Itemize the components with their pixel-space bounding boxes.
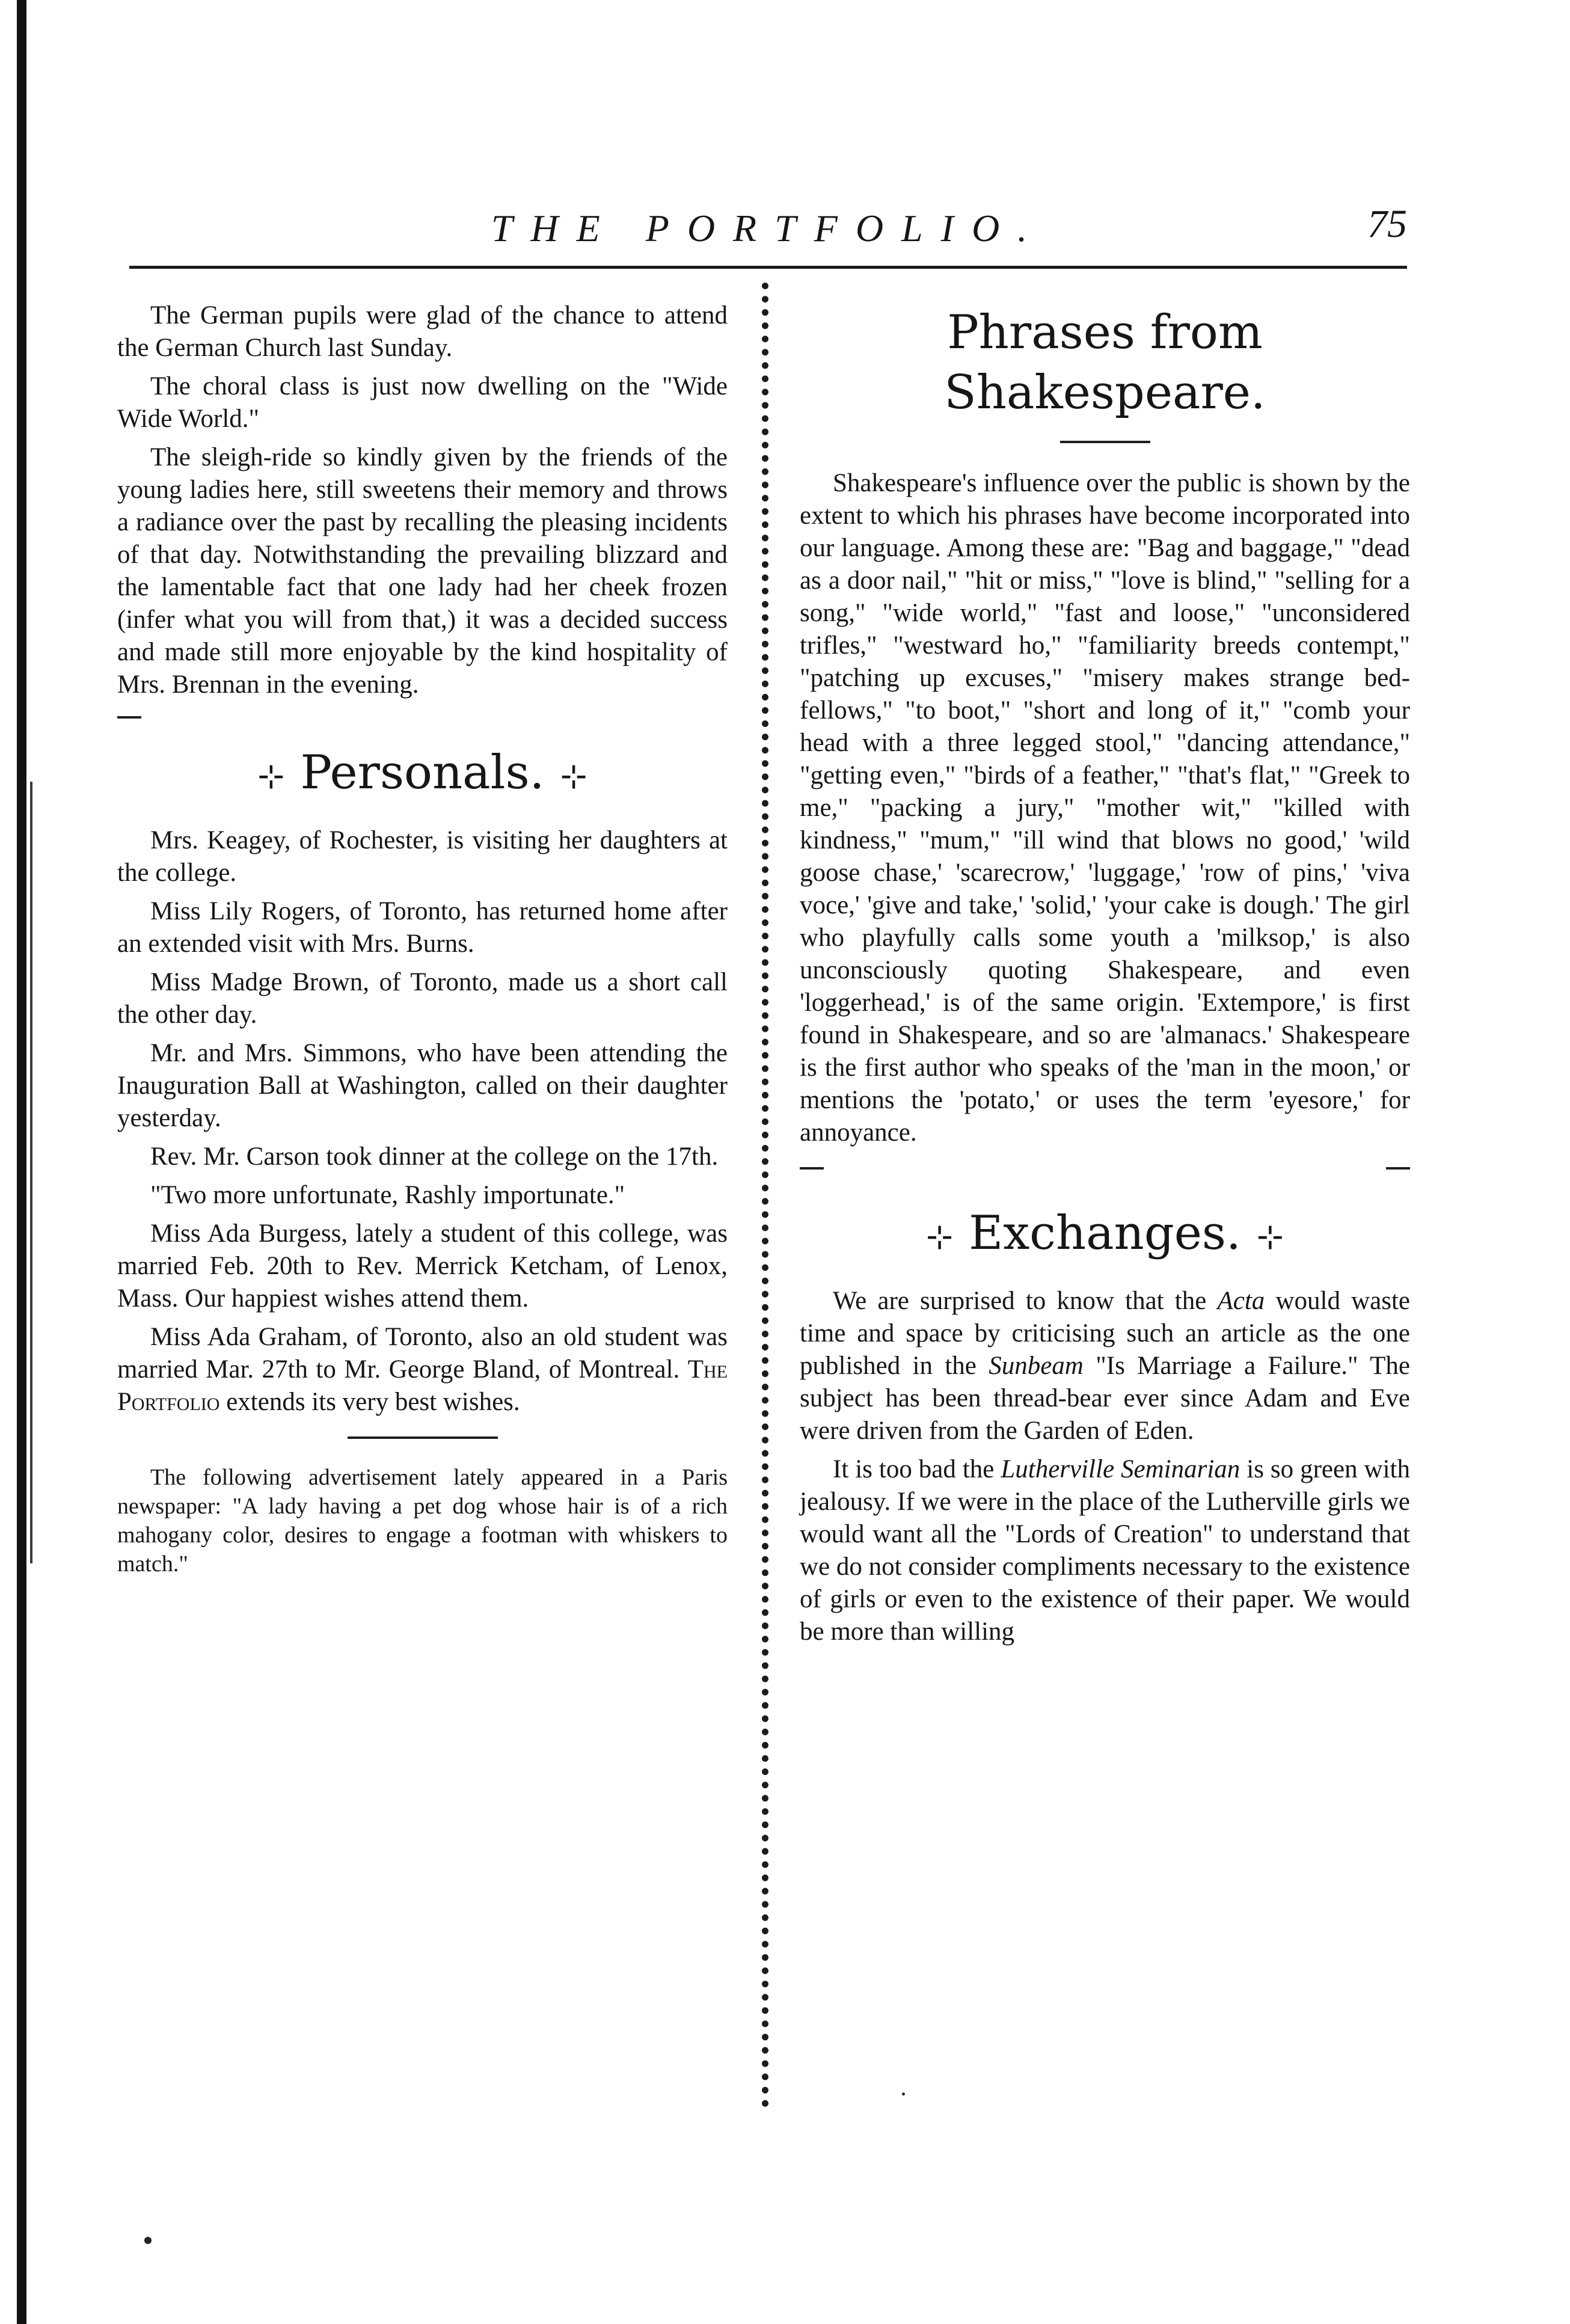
personal-item: "Two more unfortunate, Rashly importunate." (150, 1180, 625, 1209)
dash-pair (800, 1155, 1410, 1179)
running-head (129, 201, 1407, 268)
news-paragraph-choral-class: The choral class is just now dwelling on the "Wide Wide World." (117, 372, 728, 433)
ornament-icon: ⊹ (257, 756, 285, 795)
ornament-icon: ⊹ (926, 1217, 954, 1256)
short-dash (1386, 1167, 1410, 1170)
left-column (117, 299, 728, 1584)
exchange-text: would waste time and space by criticising such an article as the one published in the (800, 1286, 1410, 1380)
advertisement-paragraph: The following advertisement lately appeared in a Paris newspaper: "A lady having a pet dog whose hair is of a rich mahogany color, desires to engage a footman with whiskers to match." (117, 1464, 728, 1577)
personal-item-graham (117, 1321, 728, 1418)
heading-rule (1060, 441, 1150, 443)
short-dash (800, 1167, 824, 1170)
exchanges-heading (800, 1203, 1410, 1267)
exchange-paragraph-acta (800, 1285, 1410, 1447)
section-rule (348, 1436, 498, 1439)
publication-name: The Portfolio (117, 1355, 728, 1416)
publication-name: Sunbeam (989, 1351, 1084, 1380)
exchanges-heading-text: Exchanges. (969, 1206, 1241, 1260)
column-divider (762, 283, 768, 2108)
scan-speck (144, 2237, 152, 2244)
ornament-icon: ⊹ (560, 756, 587, 795)
publication-name: Lutherville Seminarian (1001, 1455, 1240, 1483)
personal-item: Mrs. Keagey, of Rochester, is visiting her daughters at the college. (117, 826, 728, 887)
shakespeare-heading: Phrases from Shakespeare. (944, 305, 1266, 420)
graham-text: Miss Ada Graham, of Toronto, also an old student was married Mar. 27th to Mr. George Bland, of Montreal. (117, 1322, 728, 1384)
exchange-text: It is too bad the (833, 1455, 995, 1483)
header-rule (129, 266, 1407, 269)
page-number: 75 (1367, 202, 1407, 246)
graham-tail: extends its very best wishes. (226, 1387, 520, 1416)
personal-item: Miss Madge Brown, of Toronto, made us a short call the other day. (117, 967, 728, 1029)
scan-speck (902, 2093, 905, 2096)
ornament-icon: ⊹ (1256, 1217, 1284, 1256)
scan-edge-shadow (17, 0, 26, 2324)
exchange-paragraph-lutherville (800, 1453, 1410, 1648)
shakespeare-paragraph: Shakespeare's influence over the public is shown by the extent to which his phrases have become incorporated into our language. Among these are: "Bag and baggage," "dead as a door nail," "hit or miss," "love is blind," "selling for a song," "wide world," "fast and loose," "unconsidered trifles," "westward ho," "familiarity breeds contempt," "patching up excuses," "misery makes strange bed-fellows," "to boot," "short and long of it," "comb your head with a three legged stool," "dancing attendance," "getting even," "birds of a feather," "that's flat," "Greek to me," "packing a jury," "mother wit," "killed with kindness," "mum," "ill wind that blows no good,' 'wild goose chase,' 'scarecrow,' 'luggage,' 'row of pins,' 'viva voce,' 'give and take,' 'solid,' 'your cake is dough.' The girl who playfully calls some youth a 'milksop,' is also unconsciously quoting Shakespeare, and even 'loggerhead,' is of the same origin. 'Extempore,' is first found in Shakespeare, and so are 'almanacs.' Shakespeare is the first author who speaks of the 'man in the moon,' or mentions the 'potato,' or uses the term 'eyesore,' for annoyance. (800, 469, 1410, 1147)
personal-item: Mr. and Mrs. Simmons, who have been attending the Inauguration Ball at Washington, called on their daughter yesterday. (117, 1038, 728, 1132)
news-paragraph-sleigh-ride: The sleigh-ride so kindly given by the friends of the young ladies here, still sweetens their memory and throws a radiance over the past by recalling the pleasing incidents of that day. Notwithstanding the prevailing blizzard and the lamentable fact that one lady had her cheek frozen (infer what you will from that,) it was a decided success and made still more enjoyable by the kind hospitality of Mrs. Brennan in the evening. (117, 443, 728, 699)
personals-heading-text: Personals. (300, 746, 545, 800)
running-title: THE PORTFOLIO. (491, 207, 1046, 250)
short-dash (117, 716, 141, 719)
personals-heading (117, 743, 728, 806)
news-paragraph-german-church: The German pupils were glad of the chance to attend the German Church last Sunday. (117, 301, 728, 362)
exchange-text: "Is Marriage a Failure." The subject has been thread-bear ever since Adam and Eve were driven from the Garden of Eden. (800, 1351, 1410, 1445)
publication-name: Acta (1217, 1286, 1265, 1315)
right-column (800, 299, 1410, 1654)
personal-item: Miss Lily Rogers, of Toronto, has returned home after an extended visit with Mrs. Burns. (117, 897, 728, 958)
personal-item: Miss Ada Burgess, lately a student of this college, was married Feb. 20th to Rev. Merrick Ketcham, of Lenox, Mass. Our happiest wishes attend them. (117, 1219, 728, 1313)
exchange-text: is so green with jealousy. If we were in the place of the Lutherville girls we would want all the "Lords of Creation" to understand that we do not consider compliments necessary to the existence of girls or even to the existence of their paper. We would be more than willing (800, 1455, 1410, 1646)
exchange-text: We are surprised to know that the (833, 1286, 1207, 1315)
personal-item: Rev. Mr. Carson took dinner at the college on the 17th. (150, 1142, 719, 1171)
scan-edge-line (30, 782, 32, 1563)
